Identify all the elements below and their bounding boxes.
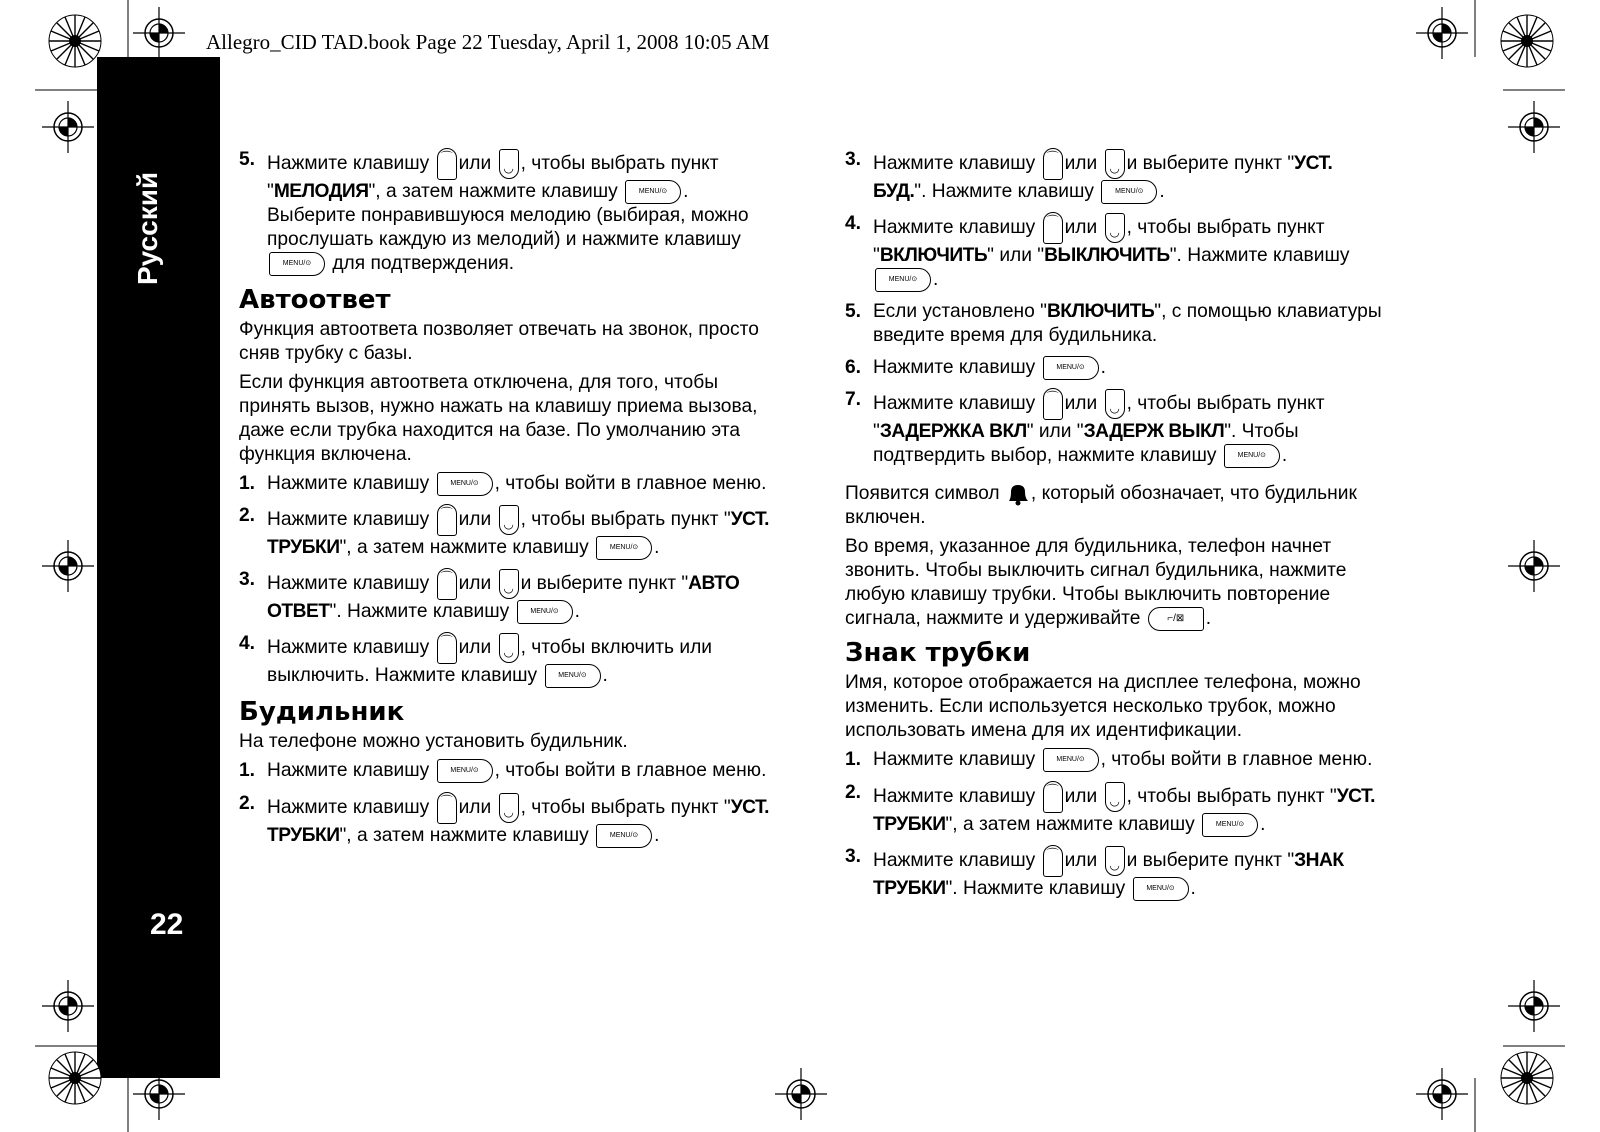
heading-autoanswer: Автоответ <box>239 285 391 316</box>
menu-key-icon: MENU/⊙ <box>596 536 652 560</box>
up-key-icon: ⌒ <box>1043 781 1063 813</box>
menu-key-icon: MENU/⊙ <box>1043 356 1099 380</box>
menu-key-icon: MENU/⊙ <box>1133 877 1189 901</box>
down-key-icon: ◡ <box>1105 213 1125 243</box>
page-number: 22 <box>150 908 184 941</box>
down-key-icon: ◡ <box>1105 389 1125 419</box>
up-key-icon: ⌒ <box>437 792 457 824</box>
up-key-icon: ⌒ <box>1043 388 1063 420</box>
menu-key-icon: MENU/⊙ <box>596 824 652 848</box>
left-column <box>239 148 779 856</box>
down-key-icon: ◡ <box>1105 846 1125 876</box>
autoanswer-step-2: 2. Нажмите клавишу ⌒ или ◡ , чтобы выбрать пункт "УСТ. ТРУБКИ", а затем нажмите клавишу MENU/⊙ . <box>239 505 769 559</box>
alarm-intro: На телефоне можно установить будильник. <box>239 731 628 753</box>
alarm-step-5: 5. Если установлено "ВКЛЮЧИТЬ", с помощью клавиатуры введите время для будильника. <box>845 301 1382 347</box>
menu-key-icon: MENU/⊙ <box>1202 813 1258 837</box>
up-key-icon: ⌒ <box>1043 212 1063 244</box>
menu-key-icon: MENU/⊙ <box>875 268 931 292</box>
up-key-icon: ⌒ <box>437 504 457 536</box>
menu-key-icon: MENU/⊙ <box>437 759 493 783</box>
alarm-step-3: 3. Нажмите клавишу ⌒ или ◡ и выберите пункт "УСТ. БУД.". Нажмите клавишу MENU/⊙ . <box>845 149 1333 203</box>
alarm-step-6: 6. Нажмите клавишу MENU/⊙ . <box>845 357 1106 379</box>
up-key-icon: ⌒ <box>1043 845 1063 877</box>
heading-handset-name: Знак трубки <box>845 638 1031 669</box>
up-key-icon: ⌒ <box>437 568 457 600</box>
down-key-icon: ◡ <box>1105 782 1125 812</box>
menu-key-icon: MENU/⊙ <box>625 180 681 204</box>
up-key-icon: ⌒ <box>437 148 457 180</box>
menu-key-icon: MENU/⊙ <box>1043 748 1099 772</box>
alarm-step-4: 4. Нажмите клавишу ⌒ или ◡ , чтобы выбрать пункт "ВКЛЮЧИТЬ" или "ВЫКЛЮЧИТЬ". Нажмите клавишу MENU/⊙ . <box>845 213 1350 291</box>
handset-name-step-3: 3. Нажмите клавишу ⌒ или ◡ и выберите пункт "ЗНАК ТРУБКИ". Нажмите клавишу MENU/⊙ . <box>845 845 1344 899</box>
alarm-step-2: 2. Нажмите клавишу ⌒ или ◡ , чтобы выбрать пункт "УСТ. ТРУБКИ", а затем нажмите клавишу MENU/⊙ . <box>239 792 769 846</box>
menu-key-icon: MENU/⊙ <box>545 664 601 688</box>
end-key-icon: ⌐/⊠ <box>1148 607 1204 631</box>
down-key-icon: ◡ <box>499 569 519 599</box>
handset-name-intro: Имя, которое отображается на дисплее телефона, можно изменить. Если используется несколько трубок, можно использовать имена для их идентификации. <box>845 672 1361 742</box>
autoanswer-step-3: 3. Нажмите клавишу ⌒ или ◡ и выберите пункт "АВТО ОТВЕТ". Нажмите клавишу MENU/⊙ . <box>239 569 740 623</box>
handset-name-step-2: 2. Нажмите клавишу ⌒ или ◡ , чтобы выбрать пункт "УСТ. ТРУБКИ", а затем нажмите клавишу MENU/⊙ . <box>845 781 1375 835</box>
autoanswer-intro: Функция автоответа позволяет отвечать на звонок, просто сняв трубку с базы. <box>239 319 759 365</box>
up-key-icon: ⌒ <box>437 632 457 664</box>
down-key-icon: ◡ <box>499 149 519 179</box>
handset-name-step-1: 1. Нажмите клавишу MENU/⊙ , чтобы войти в главное меню. <box>845 749 1373 771</box>
alarm-step-7: 7. Нажмите клавишу ⌒ или ◡ , чтобы выбрать пункт "ЗАДЕРЖКА ВКЛ" или "ЗАДЕРЖ ВЫКЛ". Чтобы подтвердить выбор, нажмите клавишу MENU/⊙ . <box>845 389 1325 467</box>
print-header: Allegro_CID TAD.book Page 22 Tuesday, April 1, 2008 10:05 AM <box>206 30 770 54</box>
autoanswer-step-4: 4. Нажмите клавишу ⌒ или ◡ , чтобы включить или выключить. Нажмите клавишу MENU/⊙ . <box>239 633 713 687</box>
menu-key-icon: MENU/⊙ <box>437 472 493 496</box>
step-5-melody: 5. Нажмите клавишу ⌒ или ◡ , чтобы выбрать пункт "МЕЛОДИЯ", а затем нажмите клавишу MENU/⊙ . Выберите понравившуюся мелодию (выбирая, можно прослушать каждую из мелодий) и нажмите клавишу MENU/⊙ для подтверждения. <box>239 149 749 275</box>
menu-key-icon: MENU/⊙ <box>1224 444 1280 468</box>
language-label: Русский <box>132 171 163 285</box>
menu-key-icon: MENU/⊙ <box>269 252 325 276</box>
menu-key-icon: MENU/⊙ <box>1101 180 1157 204</box>
down-key-icon: ◡ <box>499 505 519 535</box>
up-key-icon: ⌒ <box>1043 148 1063 180</box>
autoanswer-step-1: 1. Нажмите клавишу MENU/⊙ , чтобы войти в главное меню. <box>239 473 767 495</box>
alarm-ring-note: Во время, указанное для будильника, телефон начнет звонить. Чтобы выключить сигнал будильника, нажмите любую клавишу трубки. Чтобы выключить повторение сигнала, нажмите и удерживайте ⌐/⊠ . <box>845 536 1347 630</box>
down-key-icon: ◡ <box>499 633 519 663</box>
alarm-step-1: 1. Нажмите клавишу MENU/⊙ , чтобы войти в главное меню. <box>239 760 767 782</box>
bell-icon <box>1005 482 1031 506</box>
down-key-icon: ◡ <box>1105 149 1125 179</box>
down-key-icon: ◡ <box>499 793 519 823</box>
alarm-symbol-note: Появится символ , который обозначает, что будильник включен. <box>845 483 1357 529</box>
right-column <box>845 148 1385 909</box>
menu-key-icon: MENU/⊙ <box>517 600 573 624</box>
autoanswer-detail: Если функция автоответа отключена, для того, чтобы принять вызов, нужно нажать на клавишу приема вызова, даже если трубка находится на базе. По умолчанию эта функция включена. <box>239 372 758 466</box>
heading-alarm: Будильник <box>239 697 405 728</box>
